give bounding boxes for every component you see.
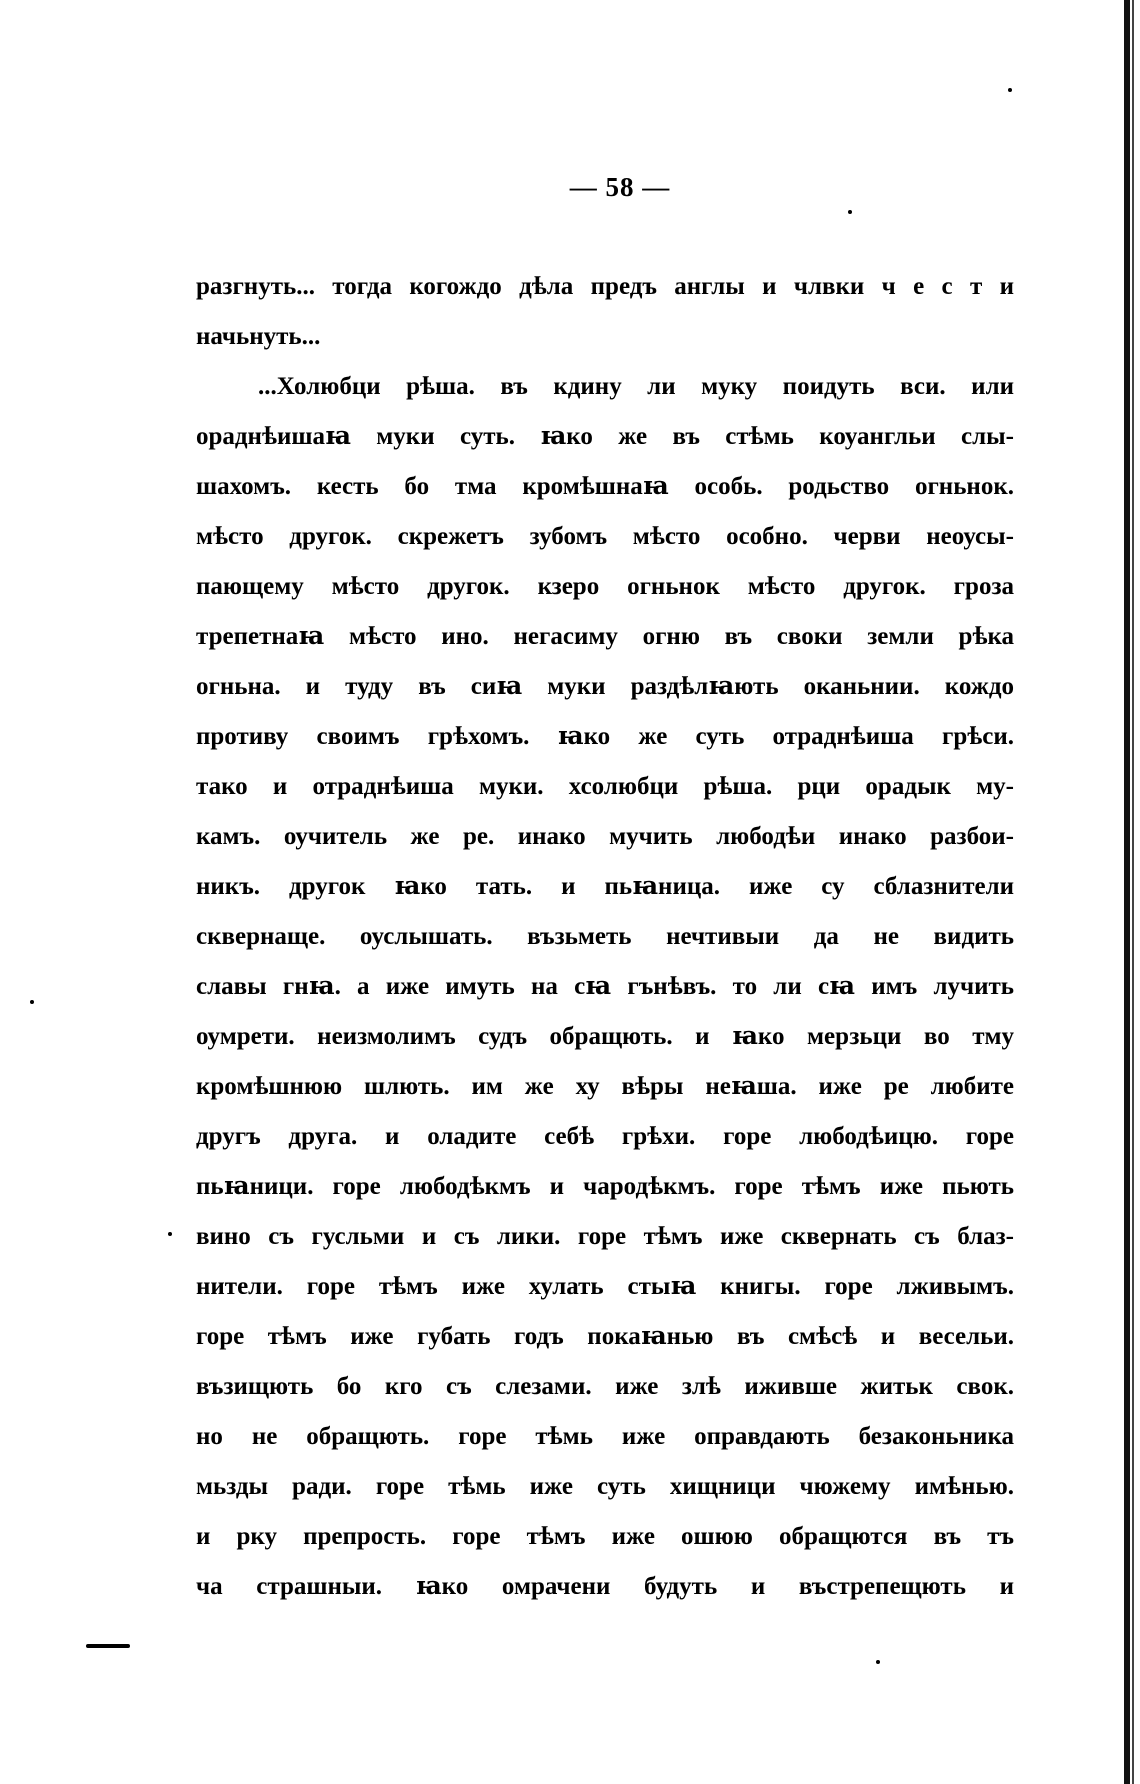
text-line: начьнуть... bbox=[196, 323, 321, 350]
text-line: ораднѣишаꙗ муки суть. ꙗко же въ стѣмь коуангльи слы- bbox=[196, 423, 1014, 450]
text-line: оумрети. неизмолимъ судъ обращють. и ꙗко мерзьци во тму bbox=[196, 1023, 1014, 1050]
text-line: пьꙗници. горе любодѣкмъ и чародѣкмъ. горе тѣмъ иже пьють bbox=[196, 1173, 1014, 1200]
page-number: — 58 — bbox=[569, 172, 671, 202]
text-line: противу своимъ грѣхомъ. ꙗко же суть отраднѣиша грѣси. bbox=[196, 723, 1014, 750]
text-line: кромѣшнюю шлють. им же ху вѣры неꙗша. иже ре любите bbox=[196, 1073, 1014, 1100]
text-line: шахомъ. кесть бо тма кромѣшнаꙗ особь. родьство огньнок. bbox=[196, 473, 1014, 500]
text-line: ...Холюбци рѣша. въ кдину ли муку поидуть вси. или bbox=[258, 373, 1014, 400]
text-line: другъ друга. и оладите себѣ грѣхи. горе любодѣицю. горе bbox=[196, 1123, 1014, 1150]
text-line: ча страшныи. ꙗко омрачени будуть и въстрепещють и bbox=[196, 1573, 1014, 1600]
ink-speck bbox=[1008, 88, 1012, 92]
text-line: вино съ гусльми и съ лики. горе тѣмъ иже сквернать съ блаз- bbox=[196, 1223, 1014, 1250]
text-line: нители. горе тѣмъ иже хулать стыꙗ книгы. горе лживымъ. bbox=[196, 1273, 1014, 1300]
text-line: славы гнꙗ. а иже имуть на сꙗ гънѣвъ. то ли сꙗ имъ лучить bbox=[196, 973, 1014, 1000]
text-line: разгнуть... тогда когождо дѣла предъ англы и члвки ч е с т и bbox=[196, 273, 1014, 300]
body-text bbox=[196, 262, 1014, 1612]
text-line: горе тѣмъ иже губать годъ покаꙗнью въ смѣсѣ и весельи. bbox=[196, 1323, 1014, 1350]
text-line: тако и отраднѣиша муки. хсолюбци рѣша. рци орадык му- bbox=[196, 773, 1014, 800]
page-edge-border-thin bbox=[1132, 0, 1134, 1784]
margin-dash-mark bbox=[86, 1644, 130, 1648]
text-line: мѣсто другок. скрежетъ зубомъ мѣсто особно. черви неоусы- bbox=[196, 523, 1014, 550]
ink-speck bbox=[848, 210, 852, 214]
text-line: но не обращють. горе тѣмь иже оправдають безаконьника bbox=[196, 1423, 1014, 1450]
text-line: и рку препрость. горе тѣмъ иже ошюю обращются въ тъ bbox=[196, 1523, 1014, 1550]
ink-speck bbox=[168, 1232, 172, 1236]
text-line: трепетнаꙗ мѣсто ино. негасиму огню въ своки земли рѣка bbox=[196, 623, 1014, 650]
text-line: възищють бо кго съ слезами. иже злѣ ижившe житьк свок. bbox=[196, 1373, 1014, 1400]
ink-speck bbox=[30, 1000, 34, 1004]
text-line: огньна. и туду въ сиꙗ муки раздѣлꙗють оканьнии. кождо bbox=[196, 673, 1014, 700]
ink-speck bbox=[876, 1660, 880, 1664]
text-line: сквернаще. оуслышать. възьметь нечтивыи да не видить bbox=[196, 923, 1014, 950]
text-line: мьзды ради. горе тѣмь иже суть хищници чюжему имѣнью. bbox=[196, 1473, 1014, 1500]
text-line: камъ. оучитель же ре. инако мучить любодѣи инако разбои- bbox=[196, 823, 1014, 850]
text-line: никъ. другок ꙗко тать. и пьꙗница. иже су сблазнители bbox=[196, 873, 1014, 900]
page-edge-border bbox=[1124, 0, 1130, 1784]
text-line: пающему мѣсто другок. кзеро огньнок мѣсто другок. гроза bbox=[196, 573, 1014, 600]
